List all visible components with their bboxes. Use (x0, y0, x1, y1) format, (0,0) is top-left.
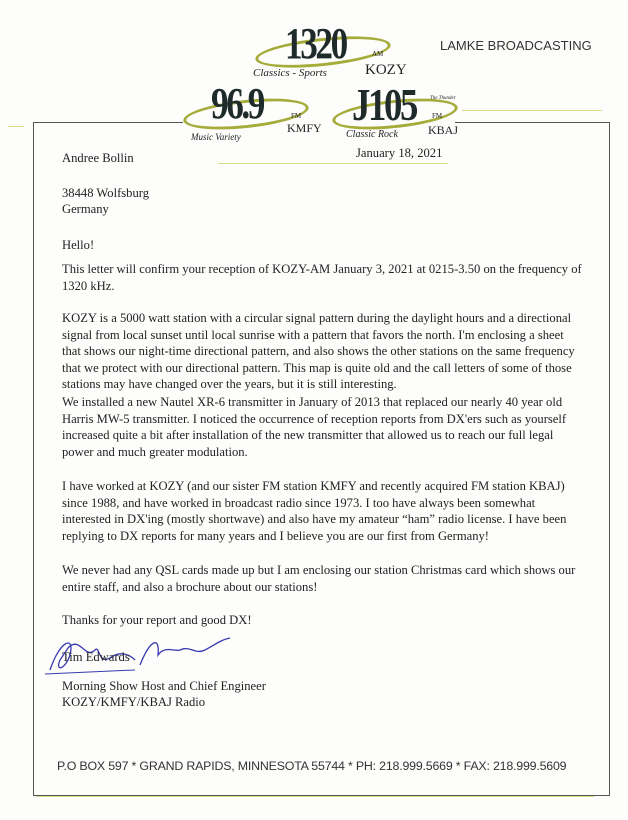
kozy-logo-tagline: Classics - Sports (253, 67, 327, 79)
paragraph-line: We never had any QSL cards made up but I am enclosing our station Christmas card which shows our (62, 563, 576, 577)
recipient-name: Andree Bollin (62, 151, 134, 165)
paragraph-line: 1320 kHz. (62, 278, 115, 293)
kozy-logo-band: AM (372, 50, 384, 58)
paragraph-line: that shows our night-time directional pattern, and also shows the other stations on the same frequency (62, 344, 575, 359)
kbaj-logo-tagline: Classic Rock (346, 129, 398, 140)
paragraph-line: This letter will confirm your reception of KOZY-AM January 3, 2021 at 0215-3.50 on the frequency of (62, 262, 582, 276)
kozy-logo (253, 19, 425, 84)
paragraph-line: since 1988, and have worked in broadcast radio since 1973. I too have always been somewhat (62, 495, 536, 510)
paragraph-line: interested in DX'ing (mostly shortwave) and also have my amateur “ham” radio license. I have been (62, 512, 567, 527)
paragraph-line: stations may have changed over the years, but it is still interesting. (62, 377, 397, 392)
signer-name: Tim Edwards (62, 650, 130, 664)
paragraph-line: increased quite a bit after installation of the new transmitter that allowed us to reach our full legal (62, 428, 554, 443)
paragraph-line: Harris MW-5 transmitter. I noticed the occurrence of reception reports from DX'ers such as yourself (62, 411, 567, 426)
accent-rule (462, 110, 602, 111)
border-top-right (455, 122, 609, 123)
paragraph-line: signal from local sunset until local sunrise with a pattern that favors the north. I'm enclosing a sheet (62, 327, 564, 342)
greeting: Hello! (62, 238, 95, 252)
signer-organization: KOZY/KMFY/KBAJ Radio (62, 695, 206, 709)
paragraph-line: We installed a new Nautel XR-6 transmitter in January of 2013 that replaced our nearly 40 year old (62, 395, 563, 409)
kmfy-logo (183, 79, 322, 146)
kozy-logo-number: 1320 (285, 19, 346, 68)
paragraph-line: replying to DX reports for many years and I believe you are our first from Germany! (62, 528, 489, 543)
letter-date: January 18, 2021 (356, 146, 443, 160)
kozy-logo-call: KOZY (365, 62, 407, 78)
signer-title: Morning Show Host and Chief Engineer (62, 679, 266, 693)
border-top-left (33, 122, 183, 123)
kmfy-logo-call: KMFY (287, 121, 322, 135)
kmfy-logo-band: FM (291, 112, 302, 120)
footer-contact: P.O BOX 597 * GRAND RAPIDS, MINNESOTA 55744 * PH: 218.999.5669 * FAX: 218.999.5609 (57, 759, 567, 773)
accent-rule (218, 163, 448, 164)
kmfy-logo-tagline: Music Variety (191, 132, 241, 142)
paragraph-line: entire staff, and also a brochure about our stations! (62, 579, 318, 594)
recipient-address-line1: 38448 Wolfsburg (62, 186, 150, 200)
accent-rule (8, 126, 24, 127)
paragraph-line: I have worked at KOZY (and our sister FM station KMFY and recently acquired FM station KBAJ) (62, 479, 565, 493)
paragraph-line: that we protect with our directional pattern. This map is quite old and the call letters of some of those (62, 360, 572, 375)
kbaj-logo-subtag: The Thunder (430, 96, 456, 101)
kbaj-logo-number: J105 (352, 79, 416, 130)
recipient-address-line2: Germany (62, 202, 109, 216)
kbaj-logo (332, 79, 462, 144)
paragraph-line: KOZY is a 5000 watt station with a circular signal pattern during the daylight hours and a directional (62, 311, 572, 325)
kmfy-logo-number: 96.9 (211, 79, 263, 128)
closing-line: Thanks for your report and good DX! (62, 613, 252, 627)
kbaj-logo-band: FM (432, 112, 443, 120)
kbaj-logo-call: KBAJ (428, 123, 459, 137)
accent-rule (36, 796, 594, 797)
paragraph-line: power and much greater modulation. (62, 444, 248, 459)
company-name: LAMKE BROADCASTING (440, 38, 592, 53)
